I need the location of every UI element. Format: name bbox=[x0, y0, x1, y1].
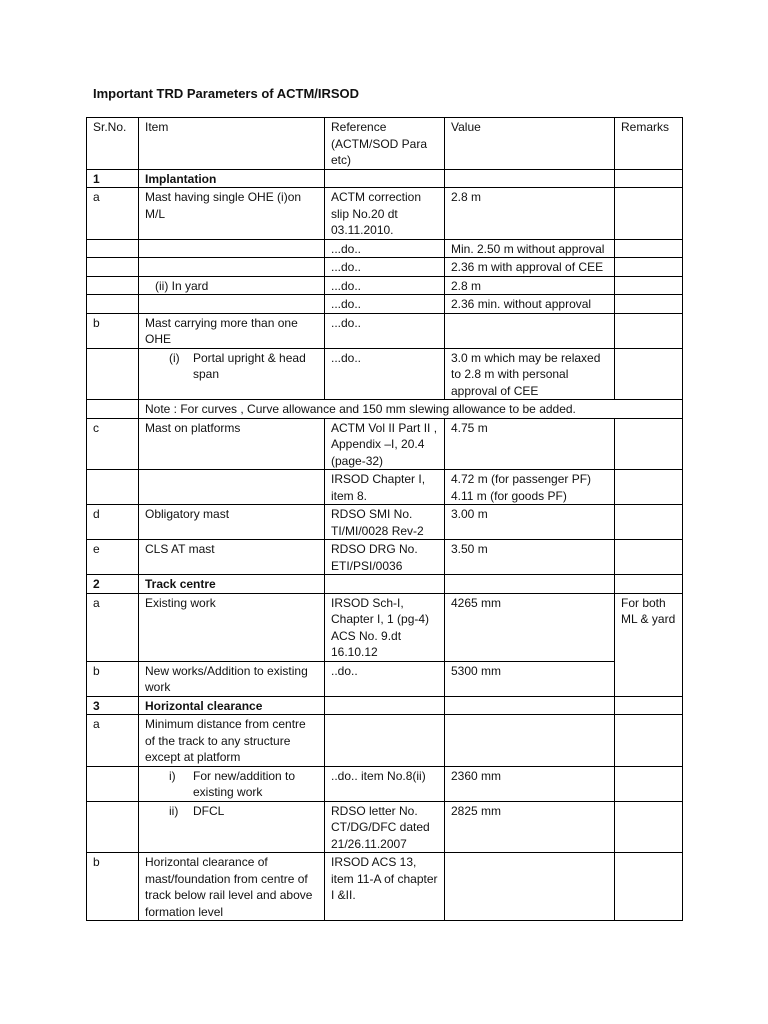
cell-reference: ACTM Vol II Part II , Appendix –I, 20.4 (page-32) bbox=[325, 418, 445, 470]
cell-reference: ACTM correction slip No.20 dt 03.11.2010. bbox=[325, 188, 445, 240]
table-row bbox=[87, 239, 683, 258]
cell-reference: ...do.. bbox=[325, 348, 445, 400]
document-title: Important TRD Parameters of ACTM/IRSOD bbox=[93, 86, 360, 101]
header-value: Value bbox=[445, 118, 615, 170]
cell-sr: 2 bbox=[87, 575, 139, 594]
header-item: Item bbox=[139, 118, 325, 170]
cell-sr: a bbox=[87, 188, 139, 240]
cell-value: 2.8 m bbox=[445, 188, 615, 240]
cell-item: Horizontal clearance of mast/foundation from centre of track below rail level and above formation level bbox=[139, 853, 325, 921]
cell-value: 2.36 m with approval of CEE bbox=[445, 258, 615, 277]
cell-value bbox=[445, 470, 615, 505]
cell-item bbox=[139, 766, 325, 801]
cell-item: Implantation bbox=[139, 169, 325, 188]
cell-item bbox=[139, 801, 325, 853]
cell-sr: e bbox=[87, 540, 139, 575]
header-srno: Sr.No. bbox=[87, 118, 139, 170]
cell-sr: b bbox=[87, 313, 139, 348]
cell-value: Min. 2.50 m without approval bbox=[445, 239, 615, 258]
cell-value: 3.50 m bbox=[445, 540, 615, 575]
table-row bbox=[87, 276, 683, 295]
cell-sr: a bbox=[87, 715, 139, 767]
cell-sr: d bbox=[87, 505, 139, 540]
table-row bbox=[87, 169, 683, 188]
cell-item: Mast on platforms bbox=[139, 418, 325, 470]
cell-sr: a bbox=[87, 593, 139, 661]
cell-value: 4.75 m bbox=[445, 418, 615, 470]
table-row bbox=[87, 418, 683, 470]
table-row bbox=[87, 715, 683, 767]
cell-item: New works/Addition to existing work bbox=[139, 661, 325, 696]
cell-reference: IRSOD Sch-I, Chapter I, 1 (pg-4) ACS No. 9.dt 16.10.12 bbox=[325, 593, 445, 661]
table-row bbox=[87, 853, 683, 921]
table-row bbox=[87, 766, 683, 801]
table-row bbox=[87, 188, 683, 240]
sub-item-number: i) bbox=[169, 768, 176, 783]
cell-item: Mast having single OHE (i)on M/L bbox=[139, 188, 325, 240]
table-row bbox=[87, 295, 683, 314]
cell-sr: 3 bbox=[87, 696, 139, 715]
cell-reference: RDSO SMI No. TI/MI/0028 Rev-2 bbox=[325, 505, 445, 540]
cell-item-text: (ii) In yard bbox=[155, 278, 209, 293]
cell-sr: b bbox=[87, 661, 139, 696]
cell-reference: ..do.. bbox=[325, 661, 445, 696]
sub-item-number: ii) bbox=[169, 803, 179, 818]
header-remarks: Remarks bbox=[615, 118, 683, 170]
cell-item bbox=[139, 276, 325, 295]
cell-value: 5300 mm bbox=[445, 661, 615, 696]
table-row bbox=[87, 258, 683, 277]
cell-value: 3.00 m bbox=[445, 505, 615, 540]
table-header-row bbox=[87, 118, 683, 170]
cell-reference: IRSOD ACS 13, item 11-A of chapter I &II. bbox=[325, 853, 445, 921]
cell-reference: RDSO letter No. CT/DG/DFC dated 21/26.11.2007 bbox=[325, 801, 445, 853]
sub-item-text: For new/addition to existing work bbox=[193, 768, 296, 799]
table-row bbox=[87, 540, 683, 575]
table-row bbox=[87, 505, 683, 540]
cell-item: Track centre bbox=[139, 575, 325, 594]
table-row bbox=[87, 593, 683, 661]
cell-value: 2.8 m bbox=[445, 276, 615, 295]
cell-item: Horizontal clearance bbox=[139, 696, 325, 715]
value-line: 4.72 m (for passenger PF) bbox=[451, 472, 592, 486]
parameters-table bbox=[86, 117, 683, 921]
cell-reference: ..do.. item No.8(ii) bbox=[325, 766, 445, 801]
table-row bbox=[87, 348, 683, 400]
cell-item: Mast carrying more than one OHE bbox=[139, 313, 325, 348]
cell-reference: ...do.. bbox=[325, 239, 445, 258]
cell-value: 2825 mm bbox=[445, 801, 615, 853]
note-cell: Note : For curves , Curve allowance and 150 mm slewing allowance to be added. bbox=[139, 400, 683, 419]
table-row bbox=[87, 661, 683, 696]
cell-item: Existing work bbox=[139, 593, 325, 661]
cell-value: 4265 mm bbox=[445, 593, 615, 661]
table-row bbox=[87, 575, 683, 594]
table-row bbox=[87, 696, 683, 715]
cell-value: 2360 mm bbox=[445, 766, 615, 801]
cell-reference: RDSO DRG No. ETI/PSI/0036 bbox=[325, 540, 445, 575]
cell-item: CLS AT mast bbox=[139, 540, 325, 575]
cell-reference: ...do.. bbox=[325, 313, 445, 348]
sub-item-number: (i) bbox=[169, 350, 180, 365]
header-reference: Reference (ACTM/SOD Para etc) bbox=[325, 118, 445, 170]
cell-sr: c bbox=[87, 418, 139, 470]
table-row bbox=[87, 801, 683, 853]
cell-value: 3.0 m which may be relaxed to 2.8 m with personal approval of CEE bbox=[445, 348, 615, 400]
cell-item bbox=[139, 348, 325, 400]
cell-item: Minimum distance from centre of the track to any structure except at platform bbox=[139, 715, 325, 767]
sub-item-text: Portal upright & head span bbox=[193, 350, 306, 381]
cell-sr: b bbox=[87, 853, 139, 921]
cell-reference: ...do.. bbox=[325, 276, 445, 295]
table-row bbox=[87, 313, 683, 348]
cell-reference: ...do.. bbox=[325, 258, 445, 277]
sub-item-text: DFCL bbox=[193, 803, 225, 818]
cell-sr: 1 bbox=[87, 169, 139, 188]
value-line: 4.11 m (for goods PF) bbox=[451, 488, 567, 503]
cell-reference: IRSOD Chapter I, item 8. bbox=[325, 470, 445, 505]
table-row bbox=[87, 400, 683, 419]
table-row bbox=[87, 470, 683, 505]
cell-reference: ...do.. bbox=[325, 295, 445, 314]
cell-item: Obligatory mast bbox=[139, 505, 325, 540]
cell-remarks: For both ML & yard bbox=[615, 593, 683, 696]
cell-value: 2.36 min. without approval bbox=[445, 295, 615, 314]
